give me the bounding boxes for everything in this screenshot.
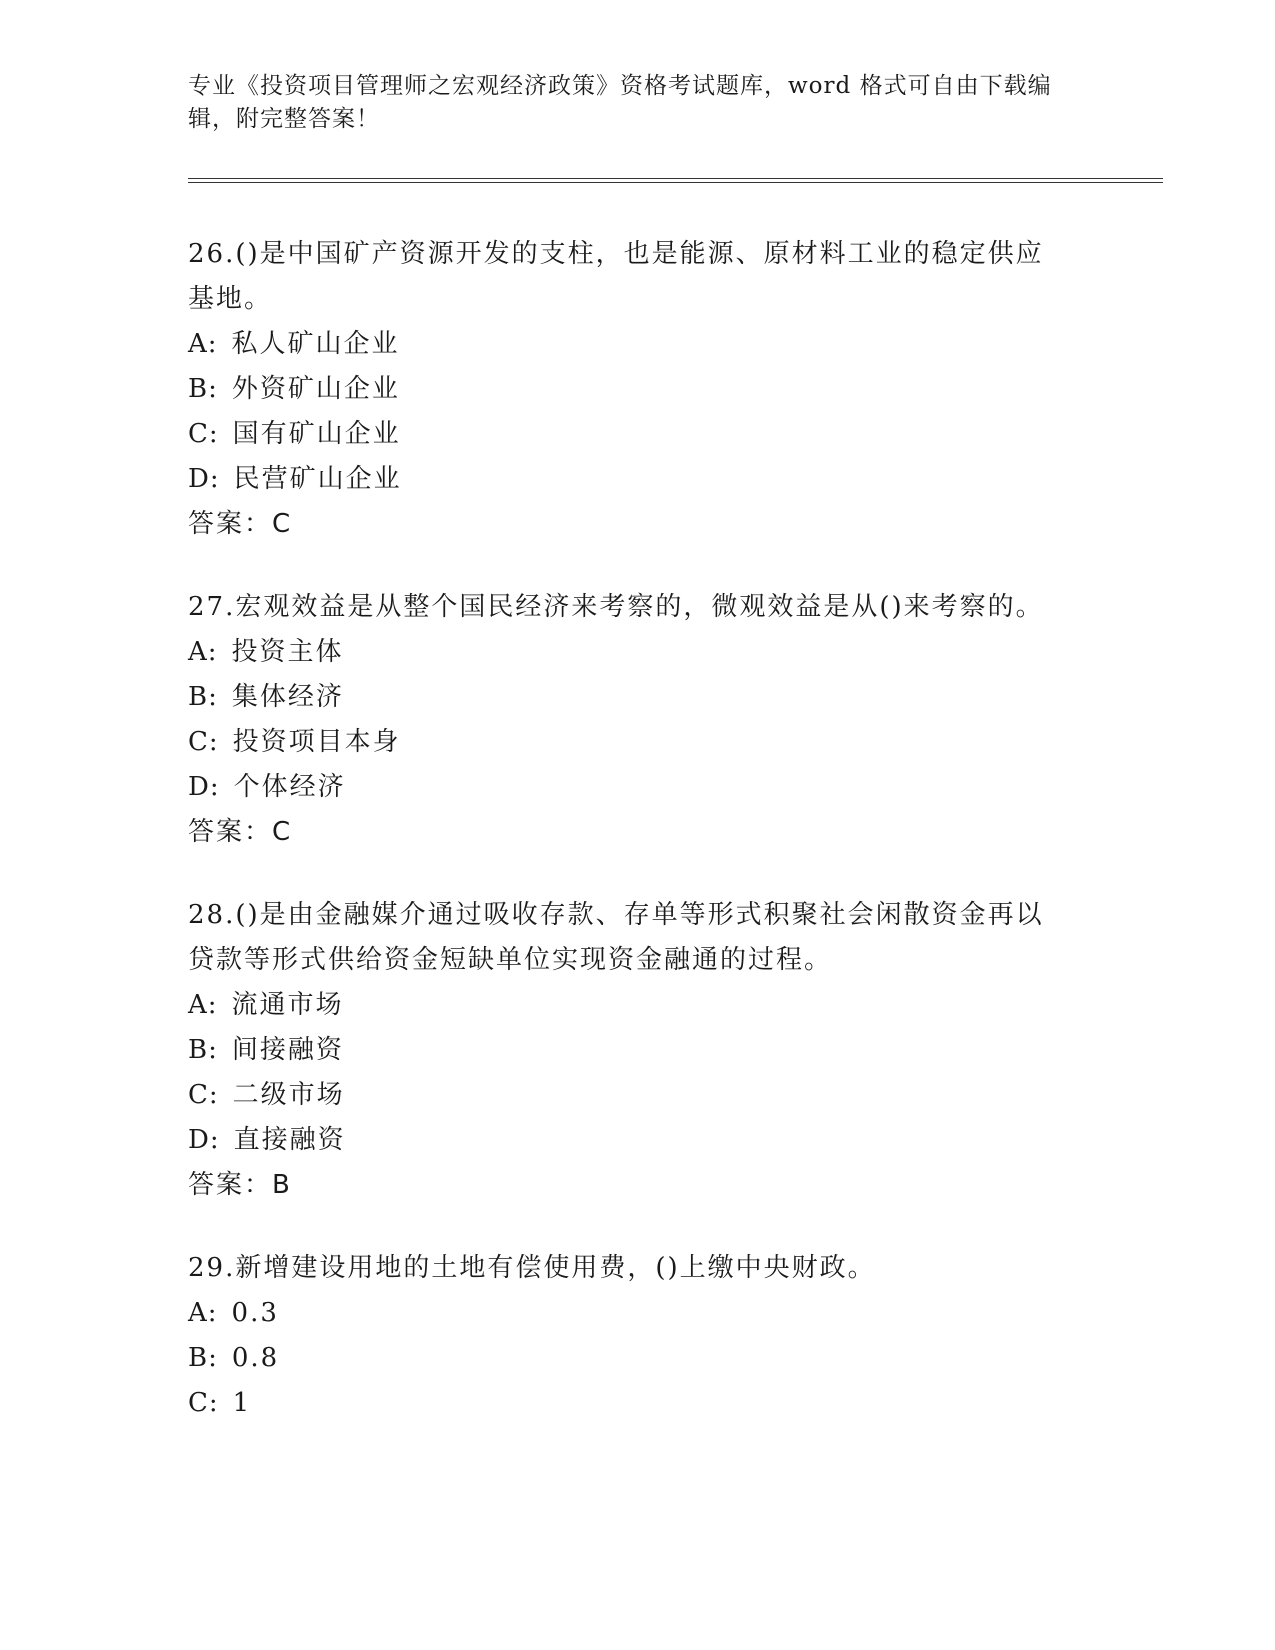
option-a — [188, 630, 1088, 675]
option-key: B: — [188, 1343, 218, 1373]
question-27 — [188, 585, 1088, 855]
option-text: 国有矿山企业 — [232, 419, 401, 449]
question-stem-line: 29.新增建设用地的土地有偿使用费，()上缴中央财政。 — [188, 1253, 876, 1283]
option-b — [188, 1028, 1088, 1073]
question-stem-line: 27.宏观效益是从整个国民经济来考察的，微观效益是从()来考察的。 — [188, 592, 1044, 622]
option-key: B: — [188, 374, 218, 404]
question-stem-line: 28.()是由金融媒介通过吸收存款、存单等形式积聚社会闲散资金再以 — [188, 900, 1044, 930]
option-key: D: — [188, 772, 220, 802]
option-text: 1 — [232, 1388, 252, 1418]
answer-line: 答案：C — [188, 509, 293, 539]
option-key: A: — [188, 1298, 218, 1328]
option-key: A: — [188, 990, 218, 1020]
header-divider — [188, 178, 1163, 183]
option-c — [188, 720, 1088, 765]
option-d — [188, 765, 1088, 810]
option-key: D: — [188, 1125, 220, 1155]
question-stem-line: 贷款等形式供给资金短缺单位实现资金融通的过程。 — [188, 945, 833, 975]
question-list — [188, 232, 1088, 1464]
option-b — [188, 675, 1088, 720]
option-text: 0.3 — [231, 1298, 279, 1328]
option-d — [188, 457, 1088, 502]
option-b — [188, 1336, 1088, 1381]
option-c — [188, 1073, 1088, 1118]
option-text: 外资矿山企业 — [231, 374, 400, 404]
option-b — [188, 367, 1088, 412]
question-stem-line: 基地。 — [188, 284, 273, 314]
option-text: 0.8 — [231, 1343, 280, 1373]
option-key: A: — [188, 329, 218, 359]
option-text: 投资主体 — [231, 637, 344, 667]
option-key: C: — [188, 419, 219, 449]
option-key: C: — [188, 1080, 219, 1110]
header-line-1: 专业《投资项目管理师之宏观经济政策》资格考试题库，word 格式可自由下载编 — [188, 73, 1052, 99]
option-key: C: — [188, 1388, 219, 1418]
option-key: C: — [188, 727, 219, 757]
question-29 — [188, 1246, 1088, 1426]
option-a — [188, 1291, 1088, 1336]
option-d — [188, 1118, 1088, 1163]
option-text: 间接融资 — [231, 1035, 344, 1065]
option-key: B: — [188, 1035, 218, 1065]
question-stem-line: 26.()是中国矿产资源开发的支柱，也是能源、原材料工业的稳定供应 — [188, 239, 1044, 269]
question-28 — [188, 893, 1088, 1208]
option-a — [188, 983, 1088, 1028]
question-26 — [188, 232, 1088, 547]
option-text: 流通市场 — [231, 990, 344, 1020]
option-text: 直接融资 — [233, 1125, 346, 1155]
option-text: 私人矿山企业 — [231, 329, 400, 359]
option-key: A: — [188, 637, 218, 667]
option-text: 个体经济 — [233, 772, 346, 802]
document-header — [188, 70, 1068, 136]
option-text: 集体经济 — [231, 682, 344, 712]
option-c — [188, 412, 1088, 457]
option-text: 二级市场 — [232, 1080, 345, 1110]
answer-line: 答案：B — [188, 1170, 292, 1200]
option-text: 投资项目本身 — [232, 727, 401, 757]
option-key: D: — [188, 464, 220, 494]
option-a — [188, 322, 1088, 367]
option-text: 民营矿山企业 — [233, 464, 402, 494]
header-line-2: 辑，附完整答案！ — [188, 106, 380, 132]
option-c — [188, 1381, 1088, 1426]
option-key: B: — [188, 682, 218, 712]
answer-line: 答案：C — [188, 817, 293, 847]
